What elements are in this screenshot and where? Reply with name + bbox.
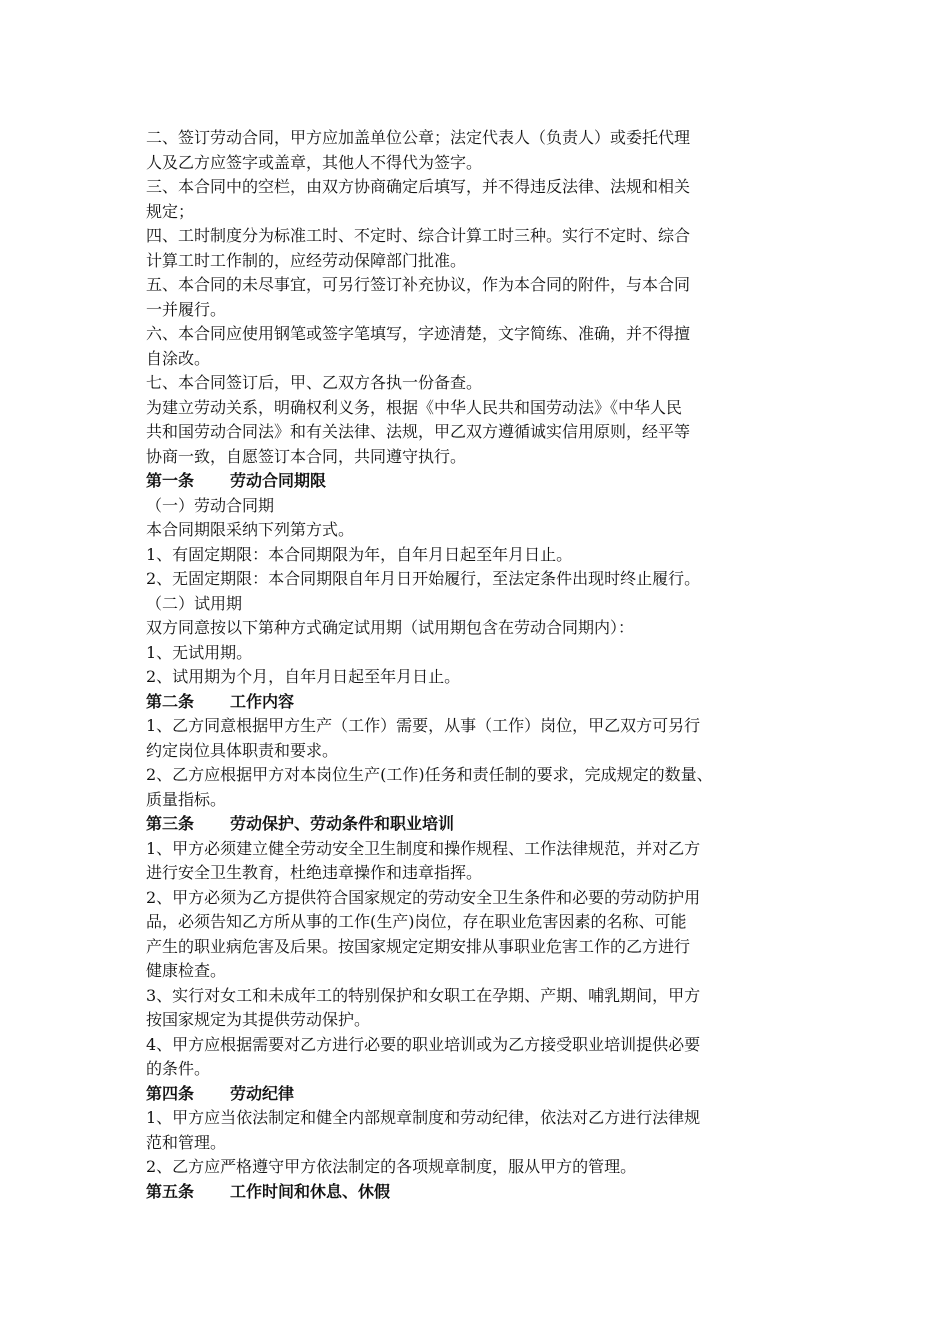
- article-heading: [146, 1180, 826, 1205]
- text-line: 双方同意按以下第种方式确定试用期（试用期包含在劳动合同期内）：: [146, 618, 635, 637]
- text-line: 共和国劳动合同法》和有关法律、法规，甲乙双方遵循诚实信用原则，经平等: [146, 422, 691, 441]
- paragraph: [146, 1155, 826, 1180]
- text-line: （二）试用期: [146, 593, 243, 613]
- paragraph: [146, 714, 826, 763]
- paragraph: [146, 1106, 826, 1155]
- text-line: 4、甲方应根据需要对乙方进行必要的职业培训或为乙方接受职业培训提供必要: [146, 1034, 701, 1054]
- text-line: 人及乙方应签字或盖章，其他人不得代为签字。: [146, 152, 483, 172]
- text-line: 1、甲方必须建立健全劳动安全卫生制度和操作规程、工作法律规范，并对乙方: [146, 838, 701, 858]
- text-line: 二、签订劳动合同，甲方应加盖单位公章；法定代表人（负责人）或委托代理: [146, 128, 691, 147]
- text-line: 四、工时制度分为标准工时、不定时、综合计算工时三种。实行不定时、综合: [146, 226, 691, 245]
- text-line: 自涂改。: [146, 348, 211, 368]
- paragraph: [146, 396, 826, 470]
- text-line: 的条件。: [146, 1059, 211, 1078]
- text-line: （一）劳动合同期: [146, 495, 275, 515]
- article-number: 第五条: [146, 1181, 195, 1201]
- paragraph: [146, 322, 826, 371]
- paragraph: [146, 616, 826, 641]
- text-line: 一并履行。: [146, 299, 227, 319]
- text-line: 约定岗位具体职责和要求。: [146, 740, 339, 760]
- article-title: 劳动保护、劳动条件和职业培训: [230, 814, 455, 833]
- paragraph: [146, 886, 826, 984]
- text-line: 2、甲方必须为乙方提供符合国家规定的劳动安全卫生条件和必要的劳动防护用: [146, 887, 701, 907]
- text-line: 六、本合同应使用钢笔或签字笔填写，字迹清楚，文字简练、准确，并不得擅: [146, 324, 691, 343]
- text-line: 按国家规定为其提供劳动保护。: [146, 1010, 371, 1029]
- paragraph: [146, 641, 826, 666]
- text-line: 五、本合同的未尽事宜，可另行签订补充协议，作为本合同的附件，与本合同: [146, 275, 691, 294]
- text-line: 范和管理。: [146, 1132, 227, 1152]
- paragraph: [146, 592, 826, 617]
- paragraph: [146, 224, 826, 273]
- article-heading: [146, 812, 826, 837]
- text-line: 质量指标。: [146, 789, 227, 809]
- article-number: 第一条: [146, 471, 195, 490]
- article-title: 工作时间和休息、休假: [230, 1181, 391, 1201]
- article-title: 劳动纪律: [230, 1083, 295, 1103]
- text-line: 1、乙方同意根据甲方生产（工作）需要，从事（工作）岗位，甲乙双方可另行: [146, 716, 701, 735]
- text-line: 2、无固定期限：本合同期限自年月日开始履行，至法定条件出现时终止履行。: [146, 569, 701, 588]
- article-number: 第四条: [146, 1083, 195, 1103]
- paragraph: [146, 543, 826, 568]
- article-number: 第三条: [146, 814, 195, 833]
- paragraph: [146, 273, 826, 322]
- article-title: 工作内容: [230, 691, 295, 711]
- paragraph: [146, 494, 826, 519]
- text-line: 进行安全卫生教育，杜绝违章操作和违章指挥。: [146, 863, 483, 882]
- text-line: 协商一致，自愿签订本合同，共同遵守执行。: [146, 446, 467, 466]
- text-line: 七、本合同签订后，甲、乙双方各执一份备查。: [146, 373, 483, 392]
- paragraph: [146, 1033, 826, 1082]
- paragraph: [146, 665, 826, 690]
- text-line: 健康检查。: [146, 961, 227, 980]
- text-line: 为建立劳动关系，明确权利义务，根据《中华人民共和国劳动法》《中华人民: [146, 397, 683, 417]
- text-line: 3、实行对女工和未成年工的特别保护和女职工在孕期、产期、哺乳期间，甲方: [146, 985, 701, 1005]
- paragraph: [146, 371, 826, 396]
- text-line: 2、乙方应严格遵守甲方依法制定的各项规章制度，服从甲方的管理。: [146, 1157, 637, 1176]
- text-line: 1、无试用期。: [146, 642, 253, 662]
- text-line: 计算工时工作制的，应经劳动保障部门批准。: [146, 250, 467, 270]
- article-title: 劳动合同期限: [230, 471, 327, 490]
- text-line: 1、有固定期限：本合同期限为年，自年月日起至年月日止。: [146, 544, 573, 564]
- paragraph: [146, 175, 826, 224]
- paragraph: [146, 567, 826, 592]
- text-line: 三、本合同中的空栏，由双方协商确定后填写，并不得违反法律、法规和相关: [146, 177, 691, 196]
- document-page: [146, 126, 826, 1204]
- paragraph: [146, 984, 826, 1033]
- paragraph: [146, 126, 826, 175]
- text-line: 1、甲方应当依法制定和健全内部规章制度和劳动纪律，依法对乙方进行法律规: [146, 1108, 701, 1127]
- text-line: 品，必须告知乙方所从事的工作(生产)岗位，存在职业危害因素的名称、可能: [146, 912, 687, 931]
- article-heading: [146, 1082, 826, 1107]
- text-line: 产生的职业病危害及后果。按国家规定定期安排从事职业危害工作的乙方进行: [146, 936, 691, 956]
- text-line: 本合同期限采纳下列第方式。: [146, 520, 355, 539]
- article-heading: [146, 469, 826, 494]
- text-line: 规定；: [146, 201, 195, 221]
- article-number: 第二条: [146, 691, 195, 711]
- text-line: 2、乙方应根据甲方对本岗位生产(工作)任务和责任制的要求，完成规定的数量、: [146, 765, 713, 784]
- paragraph: [146, 837, 826, 886]
- paragraph: [146, 518, 826, 543]
- text-line: 2、试用期为个月，自年月日起至年月日止。: [146, 667, 461, 686]
- paragraph: [146, 763, 826, 812]
- article-heading: [146, 690, 826, 715]
